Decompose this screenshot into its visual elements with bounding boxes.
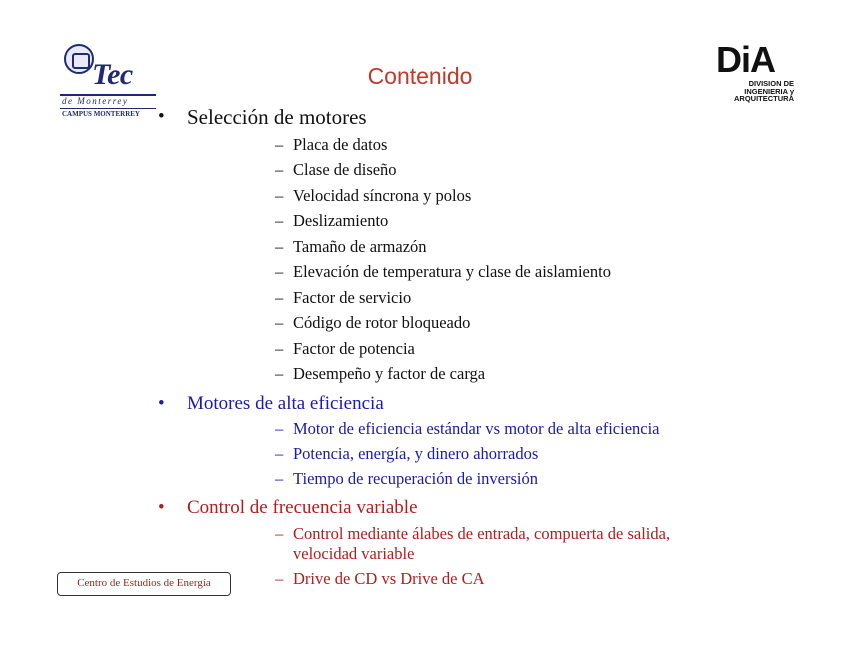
dash-icon: – xyxy=(275,524,284,543)
dash-icon: – xyxy=(275,419,284,438)
dash-icon: – xyxy=(275,288,284,307)
dash-icon: – xyxy=(275,313,284,332)
dia-logo-line: ARQUITECTURA xyxy=(734,94,794,103)
list-item-text: Velocidad síncrona y polos xyxy=(293,186,472,205)
dash-icon: – xyxy=(275,262,284,281)
list-item-text: Factor de potencia xyxy=(293,339,415,358)
bullet-icon: • xyxy=(158,497,165,518)
list-item-text: Código de rotor bloqueado xyxy=(293,313,471,332)
dash-icon: – xyxy=(275,364,284,383)
tec-logo-sub: de Monterrey xyxy=(62,96,129,106)
dash-icon: – xyxy=(275,469,284,488)
dia-logo-line: DIVISION DE xyxy=(748,79,794,88)
section-heading-text: Selección de motores xyxy=(187,105,367,129)
dash-icon: – xyxy=(275,339,284,358)
section-heading-text: Control de frecuencia variable xyxy=(187,497,418,518)
dash-icon: – xyxy=(275,237,284,256)
list-item-text: Deslizamiento xyxy=(293,211,389,230)
list-item-text: Factor de servicio xyxy=(293,288,412,307)
list-item-text: Desempeño y factor de carga xyxy=(293,364,486,383)
dia-logo xyxy=(706,39,800,104)
list-item-text: Elevación de temperatura y clase de aislamiento xyxy=(293,262,611,281)
bullet-icon: • xyxy=(158,393,165,414)
list-item-text: velocidad variable xyxy=(293,544,415,563)
dia-logo-mark: DiA xyxy=(716,39,775,80)
dia-logo-line: INGENIERIA y xyxy=(744,86,794,96)
list-item-text: Drive de CD vs Drive de CA xyxy=(293,569,485,588)
dash-icon: – xyxy=(275,444,284,463)
tec-logo xyxy=(58,44,166,124)
dash-icon: – xyxy=(275,160,284,179)
section-heading-text: Motores de alta eficiencia xyxy=(187,393,384,414)
list-item-text: Clase de diseño xyxy=(293,160,397,179)
dia-logo-text xyxy=(704,80,794,103)
bullet-icon: • xyxy=(158,106,165,127)
dash-icon: – xyxy=(275,211,284,230)
list-item-text: Control mediante álabes de entrada, compuerta de salida, xyxy=(293,524,671,543)
slide-title: Contenido xyxy=(367,63,473,89)
seal-icon xyxy=(64,44,94,74)
list-item-text: Tamaño de armazón xyxy=(293,237,427,256)
dash-icon: – xyxy=(275,135,284,154)
dash-icon: – xyxy=(275,186,284,205)
list-item-text: Placa de datos xyxy=(293,135,388,154)
divider xyxy=(60,108,156,109)
list-item-text: Tiempo de recuperación de inversión xyxy=(293,469,538,488)
list-item-text: Potencia, energía, y dinero ahorrados xyxy=(293,444,539,463)
footer-label: Centro de Estudios de Energía xyxy=(57,572,231,596)
tec-logo-campus: CAMPUS MONTERREY xyxy=(62,110,140,118)
list-item-text: Motor de eficiencia estándar vs motor de alta eficiencia xyxy=(293,419,660,438)
tec-logo-word: Tec xyxy=(92,58,133,91)
dash-icon: – xyxy=(275,569,284,588)
